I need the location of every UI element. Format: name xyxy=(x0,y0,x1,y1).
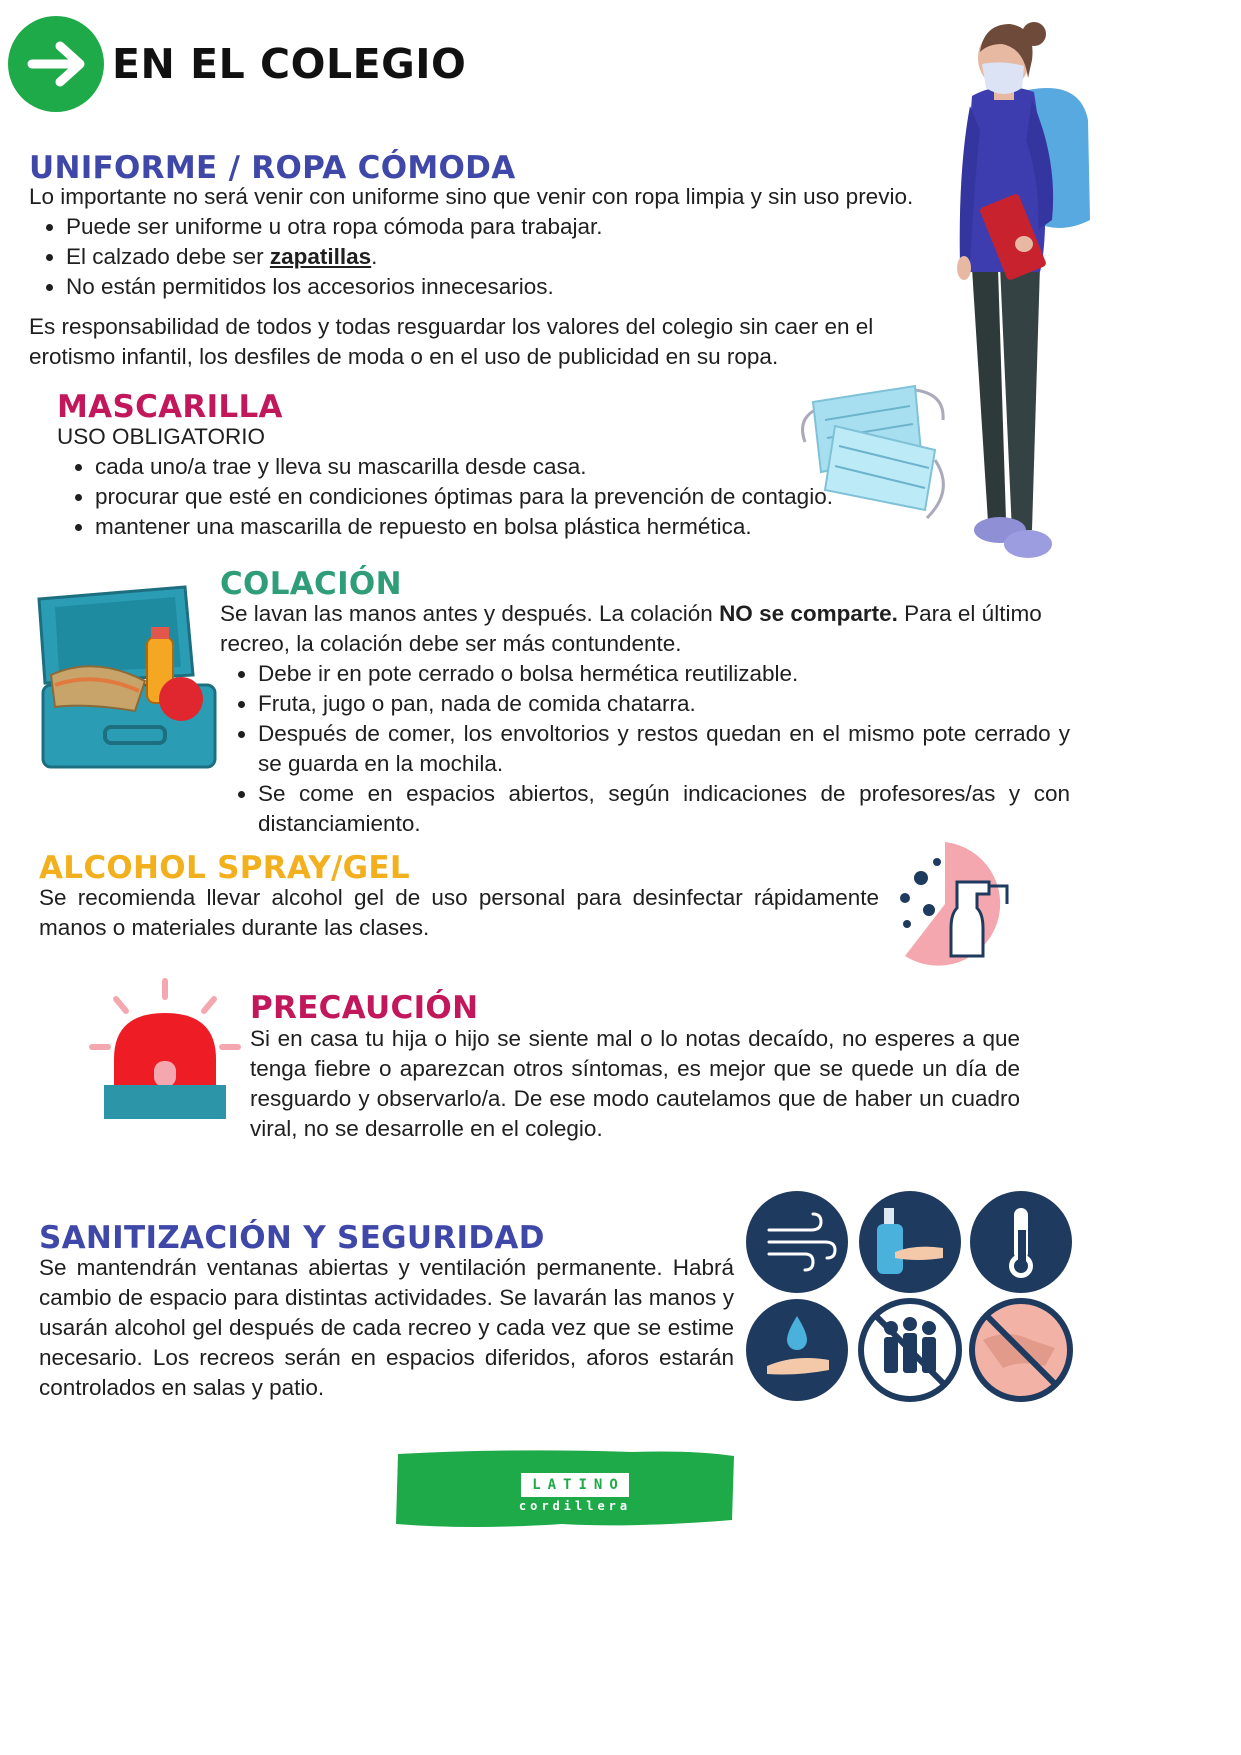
uniforme-intro: Lo importante no será venir con uniforme sino que venir con ropa limpia y sin uso previo. xyxy=(29,184,914,209)
lunchbox-icon xyxy=(35,585,220,775)
alcohol-text: Se recomienda llevar alcohol gel de uso personal para desinfectar rápidamente manos o materiales durante las clases. xyxy=(39,885,879,940)
colacion-section xyxy=(220,599,1070,839)
sanitizacion-heading: SANITIZACIÓN Y SEGURIDAD xyxy=(39,1220,545,1256)
thermometer-icon xyxy=(970,1191,1072,1293)
arrow-right-icon xyxy=(8,16,104,112)
alcohol-spray-icon xyxy=(885,838,1020,970)
list-item: • Se come en espacios abiertos, según indicaciones de profesores/as y con distanciamiento. xyxy=(258,779,1070,839)
face-mask-icon xyxy=(795,380,955,525)
uniforme-list xyxy=(29,212,949,302)
list-item: • El calzado debe ser zapatillas. xyxy=(66,242,949,272)
wind-icon xyxy=(746,1191,848,1293)
colacion-intro: Se lavan las manos antes y después. La colación NO se comparte. Para el último recreo, la colación debe ser más contundente. xyxy=(220,601,1042,656)
header-arrow-badge xyxy=(8,16,104,112)
list-item: • Después de comer, los envoltorios y restos quedan en el mismo pote cerrado y se guarda en la mochila. xyxy=(258,719,1070,779)
footer-logo xyxy=(505,1473,645,1513)
logo-sub: cordillera xyxy=(518,1499,632,1513)
no-crowding-icon xyxy=(861,1301,959,1399)
no-handshake-icon xyxy=(972,1301,1070,1399)
list-item: • Debe ir en pote cerrado o bolsa hermética reutilizable. xyxy=(258,659,1070,689)
uniforme-paragraph: Es responsabilidad de todos y todas resguardar los valores del colegio sin caer en el erotismo infantil, los desfiles de moda o en el uso de publicidad en su ropa. xyxy=(29,314,874,369)
no-share-emphasis: NO se comparte. xyxy=(719,601,898,626)
mascarilla-heading: MASCARILLA xyxy=(57,389,283,425)
mascarilla-subheading: USO OBLIGATORIO xyxy=(57,424,265,449)
hand-sanitizer-icon xyxy=(859,1191,961,1293)
list-item: • Puede ser uniforme u otra ropa cómoda para trabajar. xyxy=(66,212,949,242)
precaucion-heading: PRECAUCIÓN xyxy=(250,990,479,1026)
list-item: • cada uno/a trae y lleva su mascarilla desde casa. xyxy=(95,452,917,482)
list-item: • mantener una mascarilla de repuesto en bolsa plástica hermética. xyxy=(95,512,917,542)
student-illustration xyxy=(940,10,1100,565)
list-item: • Fruta, jugo o pan, nada de comida chatarra. xyxy=(258,689,1070,719)
alcohol-heading: ALCOHOL SPRAY/GEL xyxy=(39,850,410,886)
page-title: EN EL COLEGIO xyxy=(112,40,467,88)
list-item: • No están permitidos los accesorios innecesarios. xyxy=(66,272,949,302)
list-item: • procurar que esté en condiciones óptimas para la prevención de contagio. xyxy=(95,482,917,512)
precaucion-text: Si en casa tu hija o hijo se siente mal o lo notas decaído, no esperes a que tenga fiebre o aparezcan otros síntomas, es mejor que se quede un día de resguardo y observarlo/a. De ese modo cautelamos que de haber un cuadro viral, no se desarrolle en el colegio. xyxy=(250,1026,1020,1141)
mascarilla-list xyxy=(57,452,917,542)
sanitizacion-icon-grid xyxy=(745,1190,1075,1402)
colacion-list xyxy=(220,659,1070,839)
uniforme-heading: UNIFORME / ROPA CÓMODA xyxy=(29,150,516,186)
colacion-heading: COLACIÓN xyxy=(220,566,402,602)
alarm-siren-icon xyxy=(88,975,243,1125)
logo-brand: LATINO xyxy=(521,1473,629,1497)
zapatillas-emphasis: zapatillas xyxy=(269,244,372,269)
hand-drop-icon xyxy=(746,1299,848,1401)
sanitizacion-text: Se mantendrán ventanas abiertas y ventilación permanente. Habrá cambio de espacio para distintas actividades. Se lavarán las manos y usarán alcohol gel después de cada recreo y cada vez que se estime necesario. Los recreos serán en espacios diferidos, aforos estarán controlados en salas y patio. xyxy=(39,1255,734,1400)
uniforme-section xyxy=(29,182,949,372)
mascarilla-section xyxy=(57,422,917,542)
